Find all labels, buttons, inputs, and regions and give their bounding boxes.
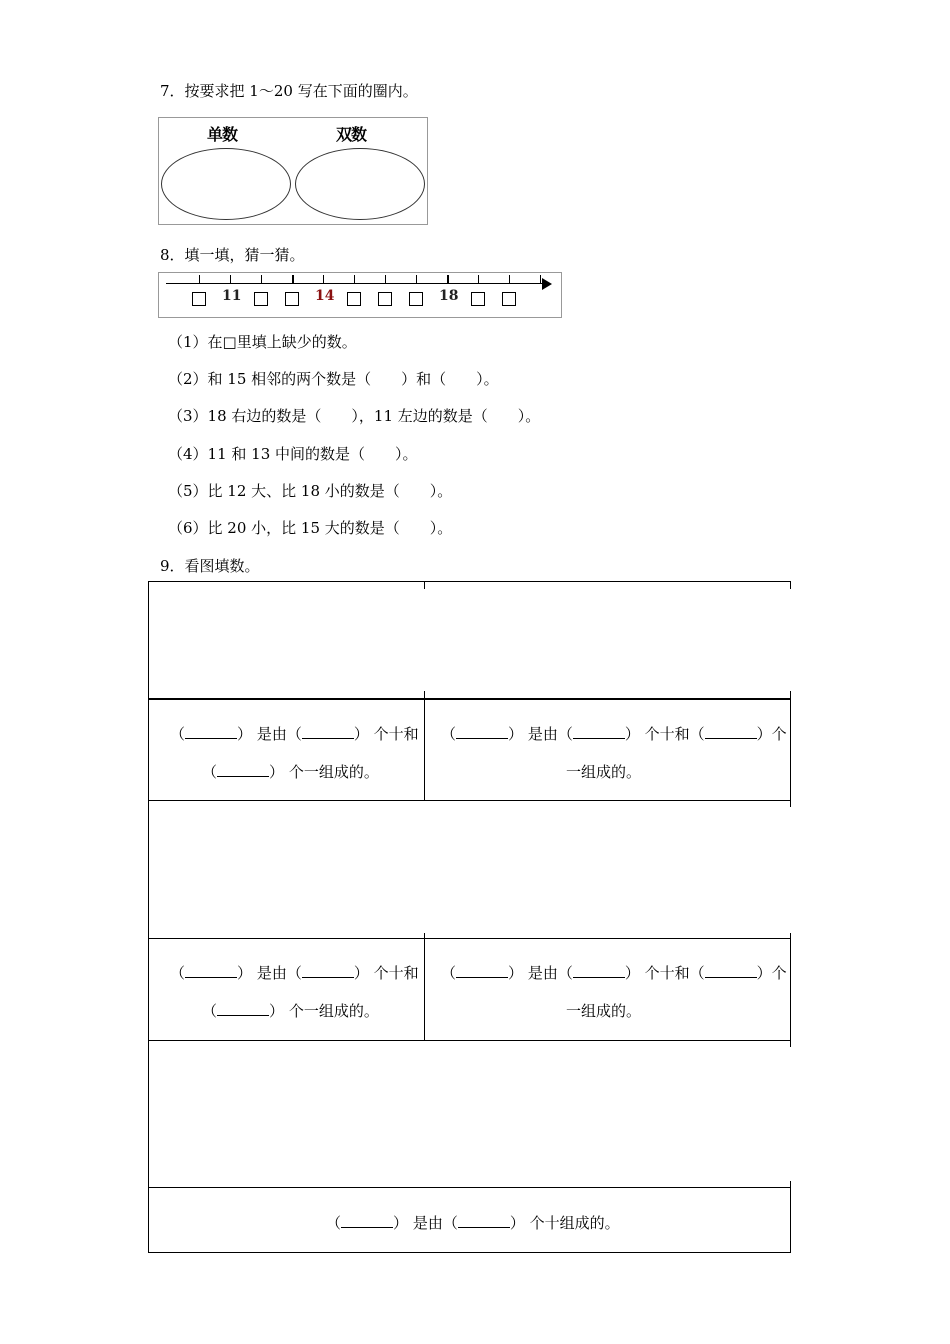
blank[interactable] [302,726,354,739]
blank[interactable] [185,965,237,978]
blank[interactable] [456,726,508,739]
q8-item-2: （2）和 15 相邻的两个数是（ ）和（ ）。 [168,370,499,388]
number-line-blank-box[interactable] [378,292,392,306]
fill-line: （ ） 是由（ ） 个十和 [170,725,419,743]
q9-prompt: 9．看图填数。 [160,557,260,575]
q8-prompt: 8．填一填，猜一猜。 [160,246,305,264]
number-line-tick [509,275,510,283]
number-line [158,272,562,318]
fill-line: （ ） 是由（ ） 个十和 [170,964,419,982]
blank[interactable] [302,965,354,978]
blank[interactable] [573,965,625,978]
q8-item-5: （5）比 12 大、比 18 小的数是（ ）。 [168,482,453,500]
fill-line: 一组成的。 [566,763,642,781]
blank[interactable] [458,1215,510,1228]
table-border [790,581,791,589]
column-divider [424,581,425,589]
number-line-label: 14 [315,288,335,304]
fill-line: 一组成的。 [566,1002,642,1020]
number-line-label: 18 [439,288,459,304]
table-divider [148,800,791,801]
fill-line: （ ） 个一组成的。 [202,1002,379,1020]
fill-line: （ ） 是由（ ） 个十组成的。 [326,1214,620,1232]
number-line-tick [478,275,479,283]
number-line-tick [323,275,324,283]
table-divider [148,1040,791,1041]
blank[interactable] [217,764,269,777]
q7-figure [158,117,428,225]
blank[interactable] [705,726,757,739]
number-line-tick [540,275,541,283]
number-line-tick [292,275,294,283]
number-line-axis [166,283,544,284]
number-line-blank-box[interactable] [502,292,516,306]
table-border [148,581,149,1253]
number-line-tick [199,275,200,283]
q9-table [148,581,791,1253]
odd-circle[interactable] [161,148,291,220]
number-line-tick [385,275,386,283]
q8-item-6: （6）比 20 小，比 15 大的数是（ ）。 [168,519,453,537]
table-border [148,581,791,582]
fill-line: （ ） 是由（ ） 个十和（ ）个 [441,964,787,982]
arrow-right-icon [542,278,552,290]
number-line-blank-box[interactable] [471,292,485,306]
q8-item-1: （1）在□里填上缺少的数。 [168,333,357,351]
number-line-tick [354,275,355,283]
number-line-blank-box[interactable] [254,292,268,306]
even-circle[interactable] [295,148,425,220]
number-line-blank-box[interactable] [192,292,206,306]
table-divider [148,1187,791,1188]
blank[interactable] [705,965,757,978]
q7-prompt: 7．按要求把 1～20 写在下面的圈内。 [160,82,418,100]
q8-item-4: （4）11 和 13 中间的数是（ ）。 [168,445,418,463]
table-divider [148,698,791,700]
blank[interactable] [573,726,625,739]
fill-line: （ ） 是由（ ） 个十和（ ）个 [441,725,787,743]
label-even: 双数 [336,125,367,144]
number-line-tick [261,275,262,283]
table-border [790,691,791,807]
number-line-tick [416,275,417,283]
blank[interactable] [456,965,508,978]
blank[interactable] [185,726,237,739]
q8-item-3: （3）18 右边的数是（ ），11 左边的数是（ ）。 [168,407,541,425]
number-line-tick [447,275,449,283]
number-line-blank-box[interactable] [347,292,361,306]
table-border [148,1252,791,1253]
table-border [790,1181,791,1253]
table-border [790,933,791,1047]
column-divider [424,691,425,801]
table-divider [148,938,791,939]
label-odd: 单数 [207,125,238,144]
blank[interactable] [217,1003,269,1016]
number-line-label: 11 [222,288,242,304]
column-divider [424,933,425,1041]
number-line-blank-box[interactable] [409,292,423,306]
blank[interactable] [341,1215,393,1228]
number-line-tick [230,275,231,283]
number-line-blank-box[interactable] [285,292,299,306]
fill-line: （ ） 个一组成的。 [202,763,379,781]
